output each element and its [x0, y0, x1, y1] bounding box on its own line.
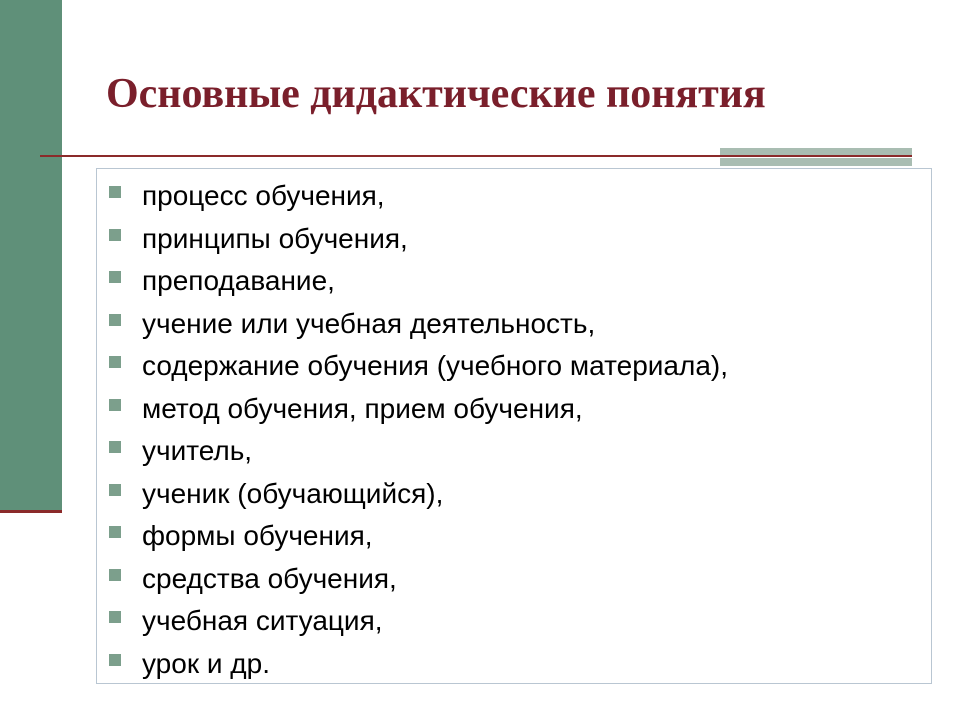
side-accent-bar: [0, 0, 62, 510]
square-bullet-icon: [109, 526, 121, 538]
list-item: [109, 303, 931, 346]
list-item-text: средства обучения,: [142, 562, 397, 594]
square-bullet-icon: [109, 654, 121, 666]
square-bullet-icon: [109, 271, 121, 283]
square-bullet-icon: [109, 611, 121, 623]
square-bullet-icon: [109, 314, 121, 326]
slide-title: Основные дидактические понятия: [106, 71, 766, 117]
list-item-text: учение или учебная деятельность,: [142, 307, 596, 339]
list-item-text: метод обучения, прием обучения,: [142, 392, 583, 424]
square-bullet-icon: [109, 399, 121, 411]
list-item: [109, 600, 931, 643]
bullet-list: [97, 169, 931, 685]
list-item-text: ученик (обучающийся),: [142, 477, 444, 509]
square-bullet-icon: [109, 484, 121, 496]
content-box: [96, 168, 932, 684]
list-item: [109, 643, 931, 686]
list-item: [109, 218, 931, 261]
list-item: [109, 473, 931, 516]
square-bullet-icon: [109, 229, 121, 241]
list-item: [109, 345, 931, 388]
list-item: [109, 515, 931, 558]
square-bullet-icon: [109, 186, 121, 198]
list-item-text: преподавание,: [142, 265, 335, 297]
list-item-text: формы обучения,: [142, 520, 373, 552]
list-item-text: содержание обучения (учебного материала),: [142, 350, 728, 382]
list-item: [109, 175, 931, 218]
square-bullet-icon: [109, 441, 121, 453]
square-bullet-icon: [109, 569, 121, 581]
list-item-text: урок и др.: [142, 647, 270, 679]
list-item: [109, 430, 931, 473]
title-accent-block: [720, 148, 912, 155]
side-accent-underline: [0, 510, 62, 513]
title-divider: [40, 155, 912, 157]
list-item-text: принципы обучения,: [142, 222, 408, 254]
list-item: [109, 558, 931, 601]
list-item: [109, 260, 931, 303]
title-accent-block-lower: [720, 158, 912, 166]
list-item-text: процесс обучения,: [142, 180, 385, 212]
list-item: [109, 388, 931, 431]
square-bullet-icon: [109, 356, 121, 368]
list-item-text: учебная ситуация,: [142, 605, 383, 637]
list-item-text: учитель,: [142, 435, 253, 467]
